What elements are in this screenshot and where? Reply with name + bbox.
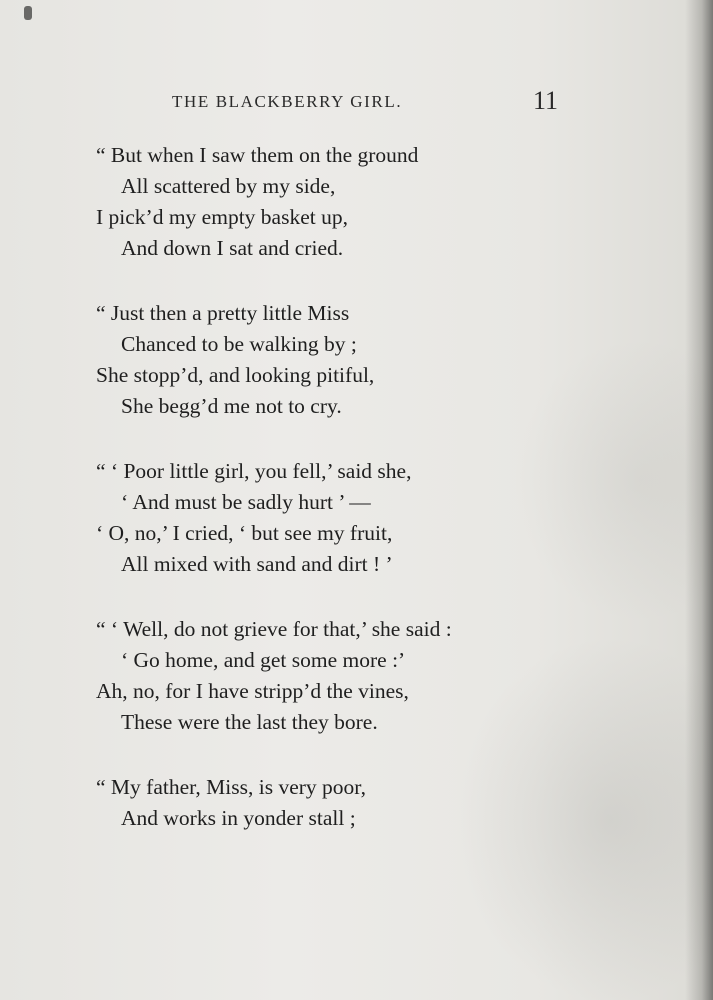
running-head <box>0 86 713 116</box>
running-title: THE BLACKBERRY GIRL. <box>172 92 403 111</box>
stanza-4 <box>0 614 713 738</box>
poem-line: Ah, no, for I have stripp’d the vines, <box>96 679 409 703</box>
poem-line: ‘ O, no,’ I cried, ‘ but see my fruit, <box>96 521 393 545</box>
poem-line: Chanced to be walking by ; <box>121 332 357 356</box>
poem-line: “ Just then a pretty little Miss <box>96 301 350 325</box>
poem <box>0 140 713 868</box>
poem-line: And down I sat and cried. <box>121 236 344 260</box>
page-number: 11 <box>533 86 559 115</box>
poem-line: “ ‘ Well, do not grieve for that,’ she said : <box>96 617 452 641</box>
poem-line: And works in yonder stall ; <box>121 806 356 830</box>
stanza-3 <box>0 456 713 580</box>
ink-blot <box>24 6 32 20</box>
poem-line: “ But when I saw them on the ground <box>96 143 419 167</box>
poem-line: “ ‘ Poor little girl, you fell,’ said she, <box>96 459 412 483</box>
poem-line: ‘ And must be sadly hurt ’ — <box>121 490 371 514</box>
stanza-1 <box>0 140 713 264</box>
poem-line: All mixed with sand and dirt ! ’ <box>121 552 393 576</box>
poem-line: She begg’d me not to cry. <box>121 394 342 418</box>
poem-line: All scattered by my side, <box>121 174 336 198</box>
poem-line: “ My father, Miss, is very poor, <box>96 775 366 799</box>
stanza-2 <box>0 298 713 422</box>
poem-line: I pick’d my empty basket up, <box>96 205 348 229</box>
stanza-5 <box>0 772 713 834</box>
poem-line: ‘ Go home, and get some more :’ <box>121 648 406 672</box>
poem-line: She stopp’d, and looking pitiful, <box>96 363 375 387</box>
poem-line: These were the last they bore. <box>121 710 378 734</box>
